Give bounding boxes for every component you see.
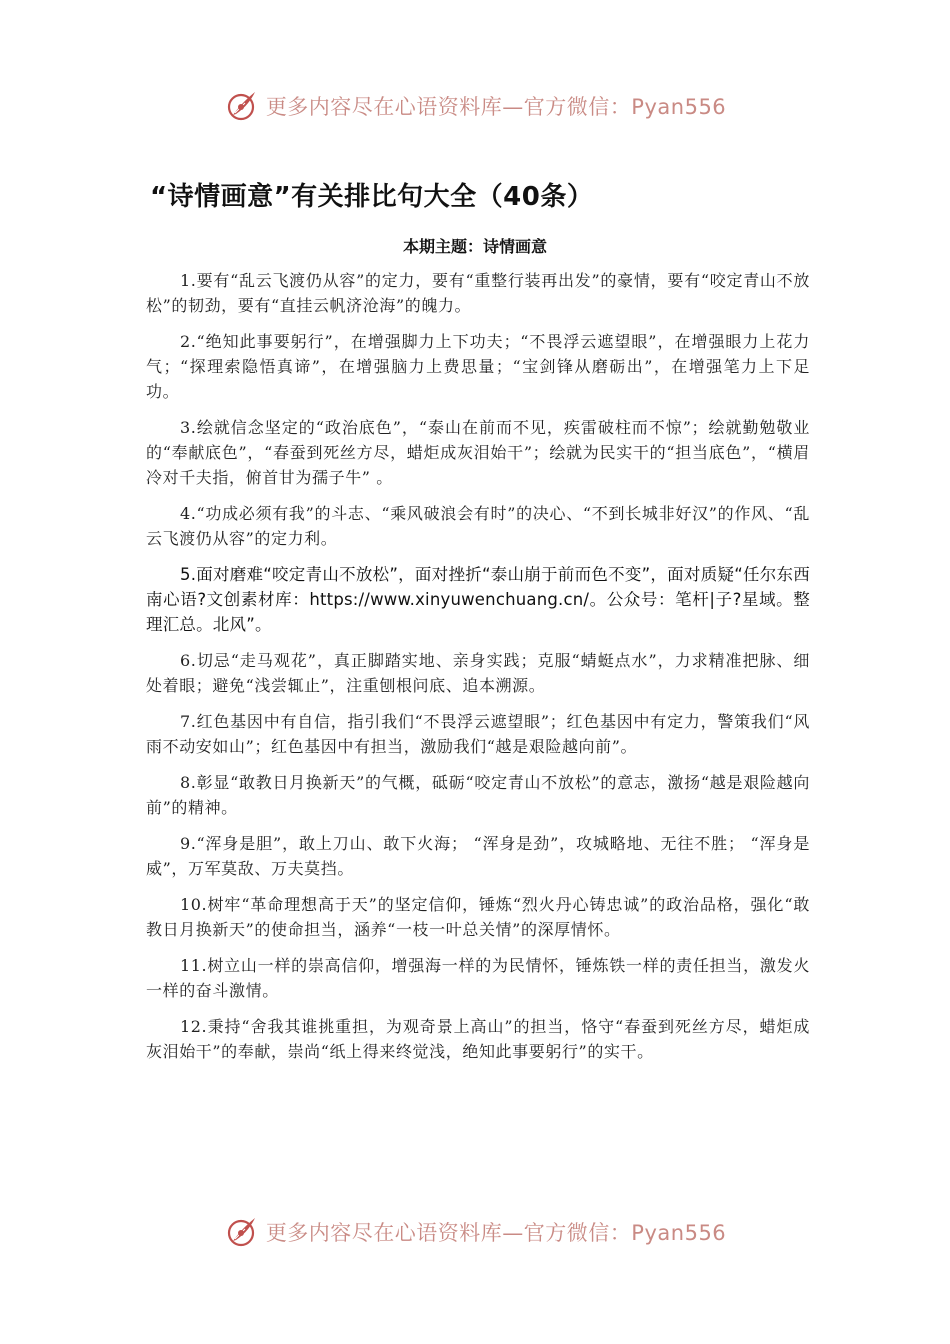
paragraph-12: 12.秉持“舍我其谁挑重担，为观奇景上高山”的担当，恪守“春蚕到死丝方尽，蜡炬成灰泪始干”的奉献，崇尚“纸上得来终觉浅，绝知此事要躬行”的实干。 [146,1017,810,1061]
quill-logo-icon [224,88,260,124]
paragraph-1: 1.要有“乱云飞渡仍从容”的定力，要有“重整行装再出发”的豪情，要有“咬定青山不放松”的韧劲，要有“直挂云帆济沧海”的魄力。 [146,271,810,315]
paragraph-11: 11.树立山一样的崇高信仰，增强海一样的为民情怀，锤炼铁一样的责任担当，激发火一样的奋斗激情。 [146,956,810,1000]
header-banner-text: 更多内容尽在心语资料库—官方微信：Pyan556 [265,95,727,119]
footer-banner [0,1210,950,1254]
paragraph-5: 5.面对磨难“咬定青山不放松”，面对挫折“泰山崩于前而色不变”，面对质疑“任尔东西南心语?文创素材库：https://www.xinyuwenchuang.cn/。公众号：笔杆|子?星域。整理汇总。北风”。 [146,565,810,634]
document-subtitle: 本期主题：诗情画意 [402,237,547,256]
paragraph-4: 4.“功成必须有我”的斗志、“乘风破浪会有时”的决心、“不到长城非好汉”的作风、“乱云飞渡仍从容”的定力利。 [146,504,810,548]
header-banner [0,84,950,128]
paragraph-8: 8.彰显“敢教日月换新天”的气概，砥砺“咬定青山不放松”的意志，激扬“越是艰险越向前”的精神。 [146,773,810,817]
paragraph-9: 9.“浑身是胆”，敢上刀山、敢下火海； “浑身是劲”，攻城略地、无往不胜； “浑身是威”，万军莫敌、万夫莫挡。 [146,834,810,878]
footer-banner-text: 更多内容尽在心语资料库—官方微信：Pyan556 [265,1221,727,1245]
paragraph-3: 3.绘就信念坚定的“政治底色”，“泰山在前而不见，疾雷破柱而不惊”；绘就勤勉敬业的“奉献底色”，“春蚕到死丝方尽，蜡炬成灰泪始干”；绘就为民实干的“担当底色”，“横眉冷对千夫指，俯首甘为孺子牛” 。 [146,418,810,487]
paragraph-2: 2.“绝知此事要躬行”，在增强脚力上下功夫；“不畏浮云遮望眼”，在增强眼力上花力气；“探理索隐悟真谛”，在增强脑力上费思量；“宝剑锋从磨砺出”，在增强笔力上下足功。 [146,332,810,401]
paragraph-10: 10.树牢“革命理想高于天”的坚定信仰，锤炼“烈火丹心铸忠诚”的政治品格，强化“敢教日月换新天”的使命担当，涵养“一枝一叶总关情”的深厚情怀。 [146,895,810,939]
quill-logo-icon [224,1214,260,1250]
paragraph-7: 7.红色基因中有自信，指引我们“不畏浮云遮望眼”；红色基因中有定力，警策我们“风雨不动安如山”；红色基因中有担当，激励我们“越是艰险越向前”。 [146,712,810,756]
document-title: “诗情画意”有关排比句大全（40条） [150,182,594,212]
document-body [146,268,810,1075]
paragraph-6: 6.切忌“走马观花”，真正脚踏实地、亲身实践；克服“蜻蜓点水”，力求精准把脉、细处着眼；避免“浅尝辄止”，注重刨根问底、追本溯源。 [146,651,810,695]
